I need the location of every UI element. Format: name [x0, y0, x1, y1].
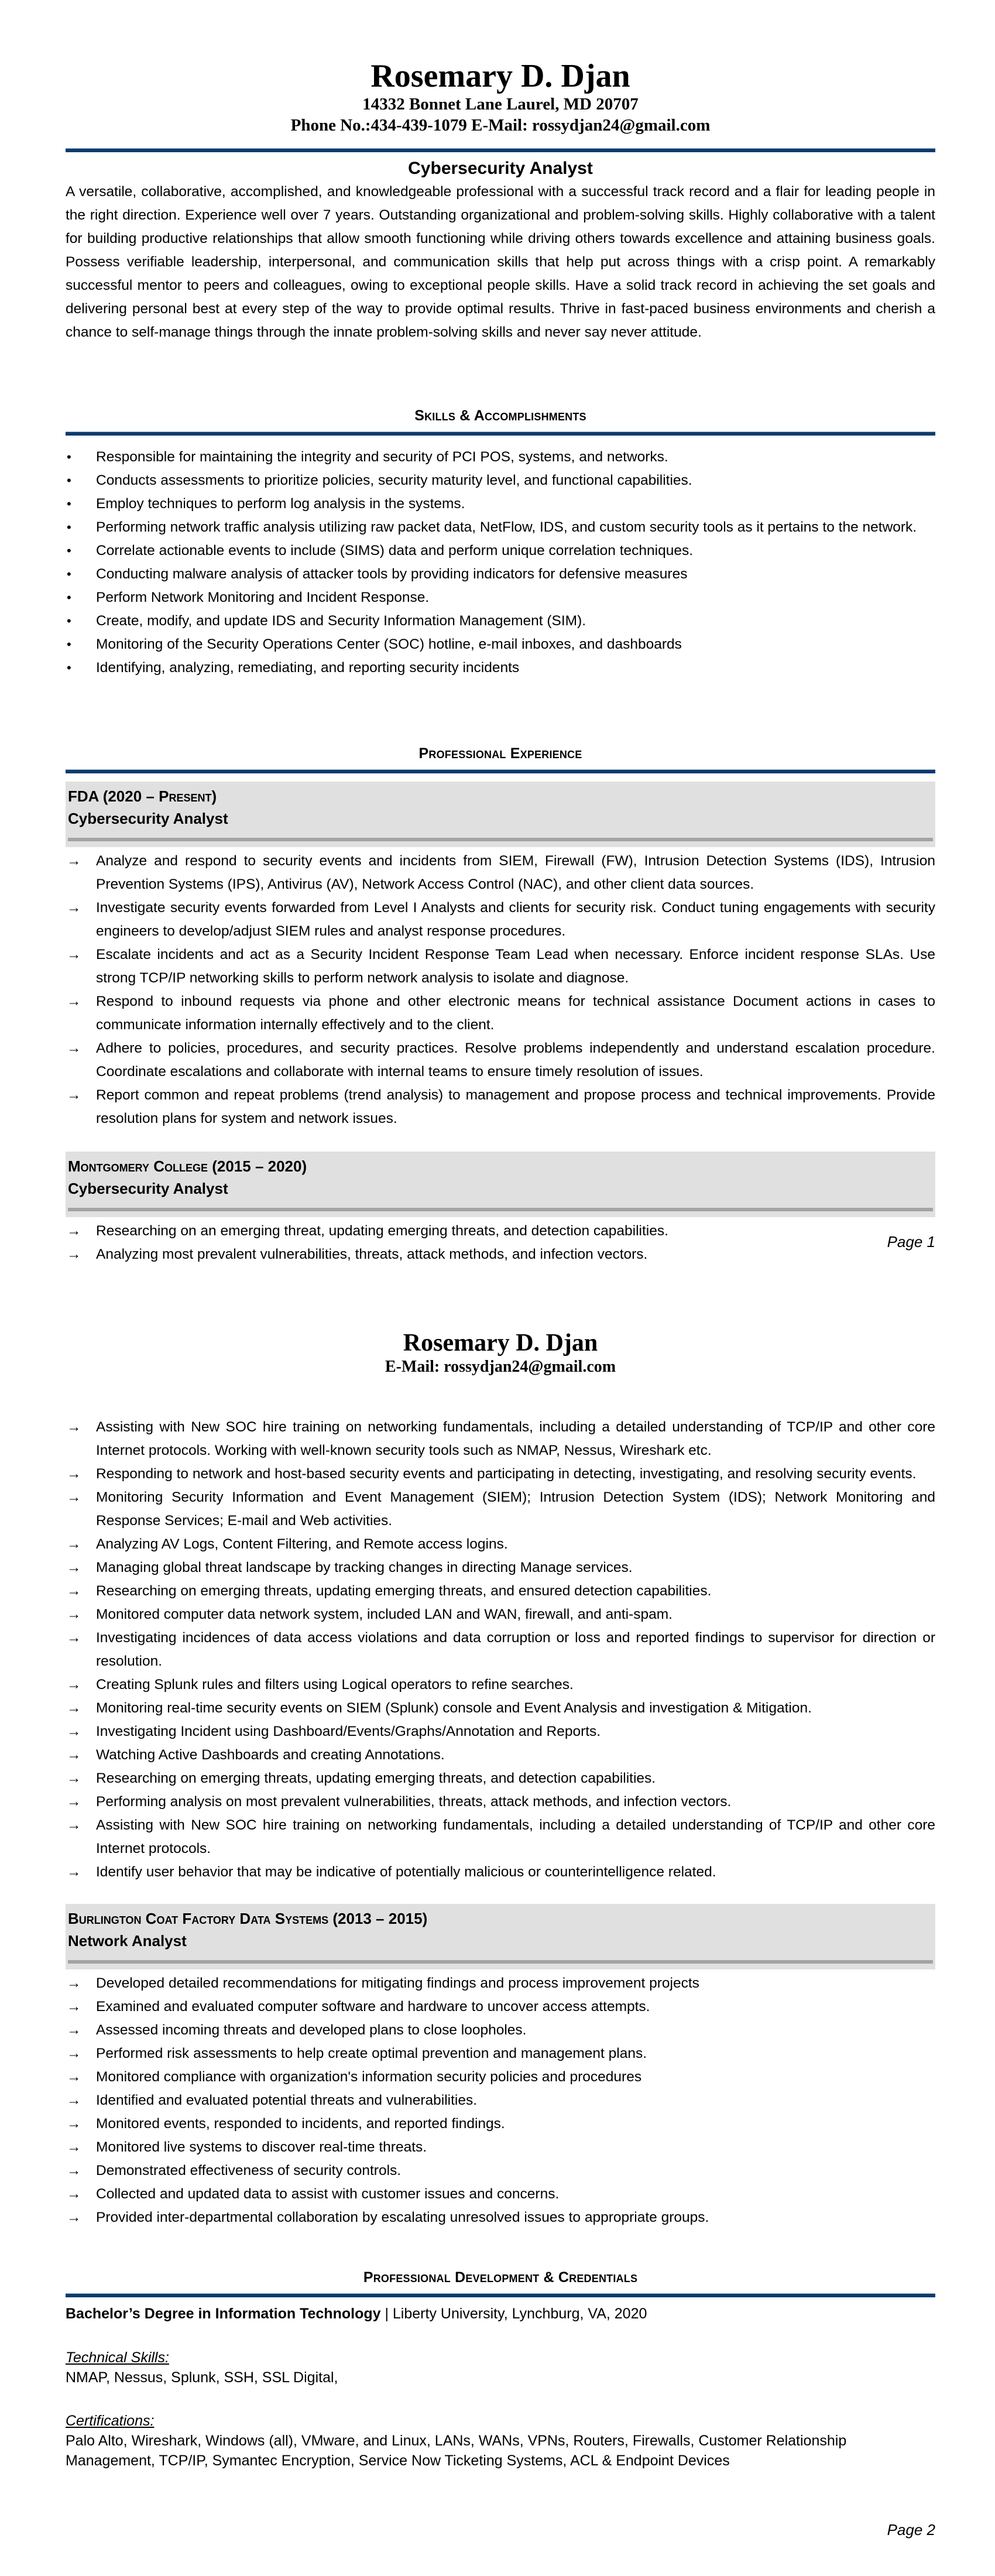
job-burlington-list [66, 1972, 935, 2229]
address: 14332 Bonnet Lane Laurel, MD 20707 [362, 95, 639, 114]
arrow-icon: → [67, 1040, 81, 1056]
job-role: Network Analyst [68, 1932, 187, 1950]
list-item: • Responsible for maintaining the integrity and security of PCI POS, systems, and networks. [66, 446, 935, 469]
degree-line [66, 2302, 935, 2325]
list-item: → Assisting with New SOC hire training on networking fundamentals, including a detailed understanding of TCP/IP and other core Internet protocols. Working with well-known security tools such as NMAP, Nessus, Wireshark etc. [66, 1416, 935, 1462]
list-item: • Performing network traffic analysis utilizing raw packet data, NetFlow, IDS, and custom security tools as it pertains to the network. [66, 516, 935, 539]
arrow-icon: → [67, 1864, 81, 1880]
arrow-icon: → [67, 2022, 81, 2038]
arrow-icon: → [67, 2163, 81, 2178]
list-item: • Create, modify, and update IDS and Security Information Management (SIM). [66, 609, 935, 633]
list-item: → Escalate incidents and act as a Security Incident Response Team Lead when necessary. Enforce incident response SLAs. Use strong TCP/IP networking skills to perform network analysis to isolate and diagnose. [66, 943, 935, 990]
job-header-fda [66, 782, 935, 847]
list-item: • Correlate actionable events to include (SIMS) data and perform unique correlation techniques. [66, 539, 935, 563]
list-item: → Researching on emerging threats, updating emerging threats, and detection capabilities. [66, 1767, 935, 1790]
experience-section [66, 744, 935, 1266]
arrow-icon: → [67, 2046, 81, 2061]
list-item: → Analyzing most prevalent vulnerabilities, threats, attack methods, and infection vectors. [66, 1243, 935, 1266]
arrow-icon: → [67, 1794, 81, 1810]
page2-header [66, 1329, 935, 1377]
arrow-icon: → [67, 1489, 81, 1505]
arrow-icon: → [67, 947, 81, 962]
list-item: • Conducts assessments to prioritize policies, security maturity level, and functional capabilities. [66, 469, 935, 492]
arrow-icon: → [67, 853, 81, 869]
email: E-Mail: rossydjan24@gmail.com [385, 1358, 616, 1376]
arrow-icon: → [67, 900, 81, 916]
candidate-name: Rosemary D. Djan [403, 1330, 598, 1356]
list-item: → Watching Active Dashboards and creating Annotations. [66, 1743, 935, 1767]
certifications-label: Certifications: [66, 2413, 155, 2429]
list-item: → Report common and repeat problems (trend analysis) to management and propose process and technical improvements. Provide resolution plans for system and network issues. [66, 1084, 935, 1131]
bullet-icon: • [67, 637, 71, 652]
list-item: → Performing analysis on most prevalent vulnerabilities, threats, attack methods, and infection vectors. [66, 1790, 935, 1814]
list-item: → Collected and updated data to assist with customer issues and concerns. [66, 2183, 935, 2206]
arrow-icon: → [67, 1999, 81, 2015]
credentials-title: Professional Development & Credentials [363, 2269, 638, 2286]
arrow-icon: → [67, 1223, 81, 1239]
arrow-icon: → [67, 1536, 81, 1552]
skills-section [66, 406, 935, 680]
arrow-icon: → [67, 1975, 81, 1991]
list-item: → Analyzing AV Logs, Content Filtering, and Remote access logins. [66, 1533, 935, 1556]
continued-experience [66, 1416, 935, 2229]
list-item: → Researching on emerging threats, updating emerging threats, and ensured detection capabilities. [66, 1580, 935, 1603]
arrow-icon: → [67, 2210, 81, 2225]
list-item: → Assessed incoming threats and developed plans to close loopholes. [66, 2019, 935, 2042]
degree-name: Bachelor’s Degree in Information Technology [66, 2306, 381, 2322]
arrow-icon: → [67, 2186, 81, 2202]
technical-skills-text: NMAP, Nessus, Splunk, SSH, SSL Digital, [66, 2369, 338, 2386]
arrow-icon: → [67, 2139, 81, 2155]
skills-title: Skills & Accomplishments [414, 407, 586, 424]
job-header-montgomery [66, 1152, 935, 1217]
arrow-icon: → [67, 1630, 81, 1646]
list-item: → Researching on an emerging threat, updating emerging threats, and detection capabilities. [66, 1220, 935, 1243]
page-number: Page 1 [887, 1233, 935, 1251]
page1-header [66, 59, 935, 136]
summary-title: Cybersecurity Analyst [408, 159, 593, 178]
page-number: Page 2 [887, 2521, 935, 2539]
job-fda-list [66, 849, 935, 1131]
list-item: → Examined and evaluated computer software and hardware to uncover access attempts. [66, 1995, 935, 2019]
job-company: FDA (2020 – Present) [68, 787, 217, 805]
experience-divider [66, 769, 935, 773]
arrow-icon: → [67, 1560, 81, 1575]
list-item: → Provided inter-departmental collaboration by escalating unresolved issues to appropriate groups. [66, 2206, 935, 2229]
arrow-icon: → [67, 2092, 81, 2108]
list-item: → Developed detailed recommendations for mitigating findings and process improvement projects [66, 1972, 935, 1995]
bullet-icon: • [67, 543, 71, 558]
job-header-burlington [66, 1904, 935, 1969]
bullet-icon: • [67, 660, 71, 675]
list-item: → Identify user behavior that may be indicative of potentially malicious or counterintelligence related. [66, 1861, 935, 1884]
list-item: → Monitored compliance with organization's information security policies and procedures [66, 2065, 935, 2089]
list-item: → Managing global threat landscape by tracking changes in directing Manage services. [66, 1556, 935, 1580]
arrow-icon: → [67, 1087, 81, 1103]
list-item: → Monitoring real-time security events on SIEM (Splunk) console and Event Analysis and investigation & Mitigation. [66, 1697, 935, 1720]
arrow-icon: → [67, 1583, 81, 1599]
arrow-icon: → [67, 1700, 81, 1716]
job-company: Burlington Coat Factory Data Systems (2013 – 2015) [68, 1910, 428, 1927]
bullet-icon: • [67, 450, 71, 464]
list-item: • Employ techniques to perform log analysis in the systems. [66, 492, 935, 516]
list-item: → Investigating incidences of data access violations and data corruption or loss and reported findings to supervisor for direction or resolution. [66, 1626, 935, 1673]
list-item: → Assisting with New SOC hire training on networking fundamentals, including a detailed understanding of TCP/IP and other core Internet protocols. [66, 1814, 935, 1861]
list-item: → Creating Splunk rules and filters using Logical operators to refine searches. [66, 1673, 935, 1697]
summary-text: A versatile, collaborative, accomplished, and knowledgeable professional with a successful track record and a flair for leading people in the right direction. Experience well over 7 years. Outstanding organizational and problem-solving skills. Highly collaborative with a talent for building productive relationships that allow smooth functioning while driving others towards excellence and attaining business goals. Possess verifiable leadership, interpersonal, and communication skills that help put across things with a crisp point. A remarkably successful mentor to peers and colleagues, owing to exceptional people skills. Have a solid track record in achieving the set goals and delivering personal best at every step of the way to provide optimal results. Thrive in fast-paced business environments and cherish a chance to self-manage things through the innate problem-solving skills and never say never attitude. [66, 184, 935, 340]
arrow-icon: → [67, 1606, 81, 1622]
list-item: → Monitored live systems to discover real-time threats. [66, 2136, 935, 2159]
list-item: → Respond to inbound requests via phone and other electronic means for technical assistance Document actions in cases to communicate information internally effectively and to the client. [66, 990, 935, 1037]
bullet-icon: • [67, 567, 71, 581]
list-item: • Monitoring of the Security Operations Center (SOC) hotline, e-mail inboxes, and dashboards [66, 633, 935, 656]
list-item: → Monitoring Security Information and Event Management (SIEM); Intrusion Detection System (IDS); Network Monitoring and Response Services; E-mail and Web activities. [66, 1486, 935, 1533]
arrow-icon: → [67, 2069, 81, 2085]
list-item: → Monitored events, responded to incidents, and reported findings. [66, 2112, 935, 2136]
arrow-icon: → [67, 1724, 81, 1739]
arrow-icon: → [67, 1419, 81, 1435]
skills-list [66, 446, 935, 680]
list-item: • Perform Network Monitoring and Incident Response. [66, 586, 935, 609]
credentials-section [66, 2267, 935, 2471]
arrow-icon: → [67, 1747, 81, 1763]
summary-section [66, 157, 935, 344]
list-item: → Adhere to policies, procedures, and security practices. Resolve problems independently and understand escalation procedure. Coordinate escalations and collaborate with internal teams to ensure timely resolution of issues. [66, 1037, 935, 1084]
arrow-icon: → [67, 1246, 81, 1262]
list-item: • Identifying, analyzing, remediating, and reporting security incidents [66, 656, 935, 680]
credentials-divider [66, 2293, 935, 2297]
list-item: → Responding to network and host-based security events and participating in detecting, investigating, and resolving security events. [66, 1462, 935, 1486]
arrow-icon: → [67, 1677, 81, 1693]
arrow-icon: → [67, 1466, 81, 1482]
experience-title: Professional Experience [418, 745, 582, 762]
arrow-icon: → [67, 994, 81, 1009]
arrow-icon: → [67, 2116, 81, 2132]
degree-school: | Liberty University, Lynchburg, VA, 2020 [380, 2306, 647, 2322]
list-item: → Demonstrated effectiveness of security controls. [66, 2159, 935, 2183]
bullet-icon: • [67, 496, 71, 511]
list-item: • Conducting malware analysis of attacker tools by providing indicators for defensive measures [66, 563, 935, 586]
bullet-icon: • [67, 590, 71, 605]
bullet-icon: • [67, 520, 71, 535]
phone-email: Phone No.:434-439-1079 E-Mail: rossydjan24@gmail.com [290, 116, 711, 135]
list-item: → Analyze and respond to security events and incidents from SIEM, Firewall (FW), Intrusion Detection Systems (IDS), Intrusion Prevention Systems (IPS), Antivirus (AV), Network Access Control (NAC), and other client data sources. [66, 849, 935, 896]
arrow-icon: → [67, 1770, 81, 1786]
certifications-text: Palo Alto, Wireshark, Windows (all), VMware, and Linux, LANs, WANs, VPNs, Routers, Firewalls, Customer Relationship Management, TCP/IP, Symantec Encryption, Service Now Ticketing Systems, ACL & Endpoint Devices [66, 2433, 847, 2469]
bullet-icon: • [67, 473, 71, 488]
list-item: → Identified and evaluated potential threats and vulnerabilities. [66, 2089, 935, 2112]
candidate-name: Rosemary D. Djan [370, 58, 630, 94]
list-item: → Monitored computer data network system, included LAN and WAN, firewall, and anti-spam. [66, 1603, 935, 1626]
list-item: → Investigate security events forwarded from Level I Analysts and clients for security risk. Conduct tuning engagements with security engineers to develop/adjust SIEM rules and analyst response procedures. [66, 896, 935, 943]
arrow-icon: → [67, 1817, 81, 1833]
list-item: → Investigating Incident using Dashboard/Events/Graphs/Annotation and Reports. [66, 1720, 935, 1743]
technical-skills-label: Technical Skills: [66, 2349, 169, 2366]
header-divider [66, 148, 935, 152]
continued-list [66, 1416, 935, 1884]
job-role: Cybersecurity Analyst [68, 1180, 228, 1197]
list-item: → Performed risk assessments to help create optimal prevention and management plans. [66, 2042, 935, 2065]
bullet-icon: • [67, 614, 71, 628]
skills-divider [66, 431, 935, 436]
job-montgomery-list [66, 1220, 935, 1266]
job-company: Montgomery College (2015 – 2020) [68, 1157, 307, 1175]
job-role: Cybersecurity Analyst [68, 810, 228, 827]
